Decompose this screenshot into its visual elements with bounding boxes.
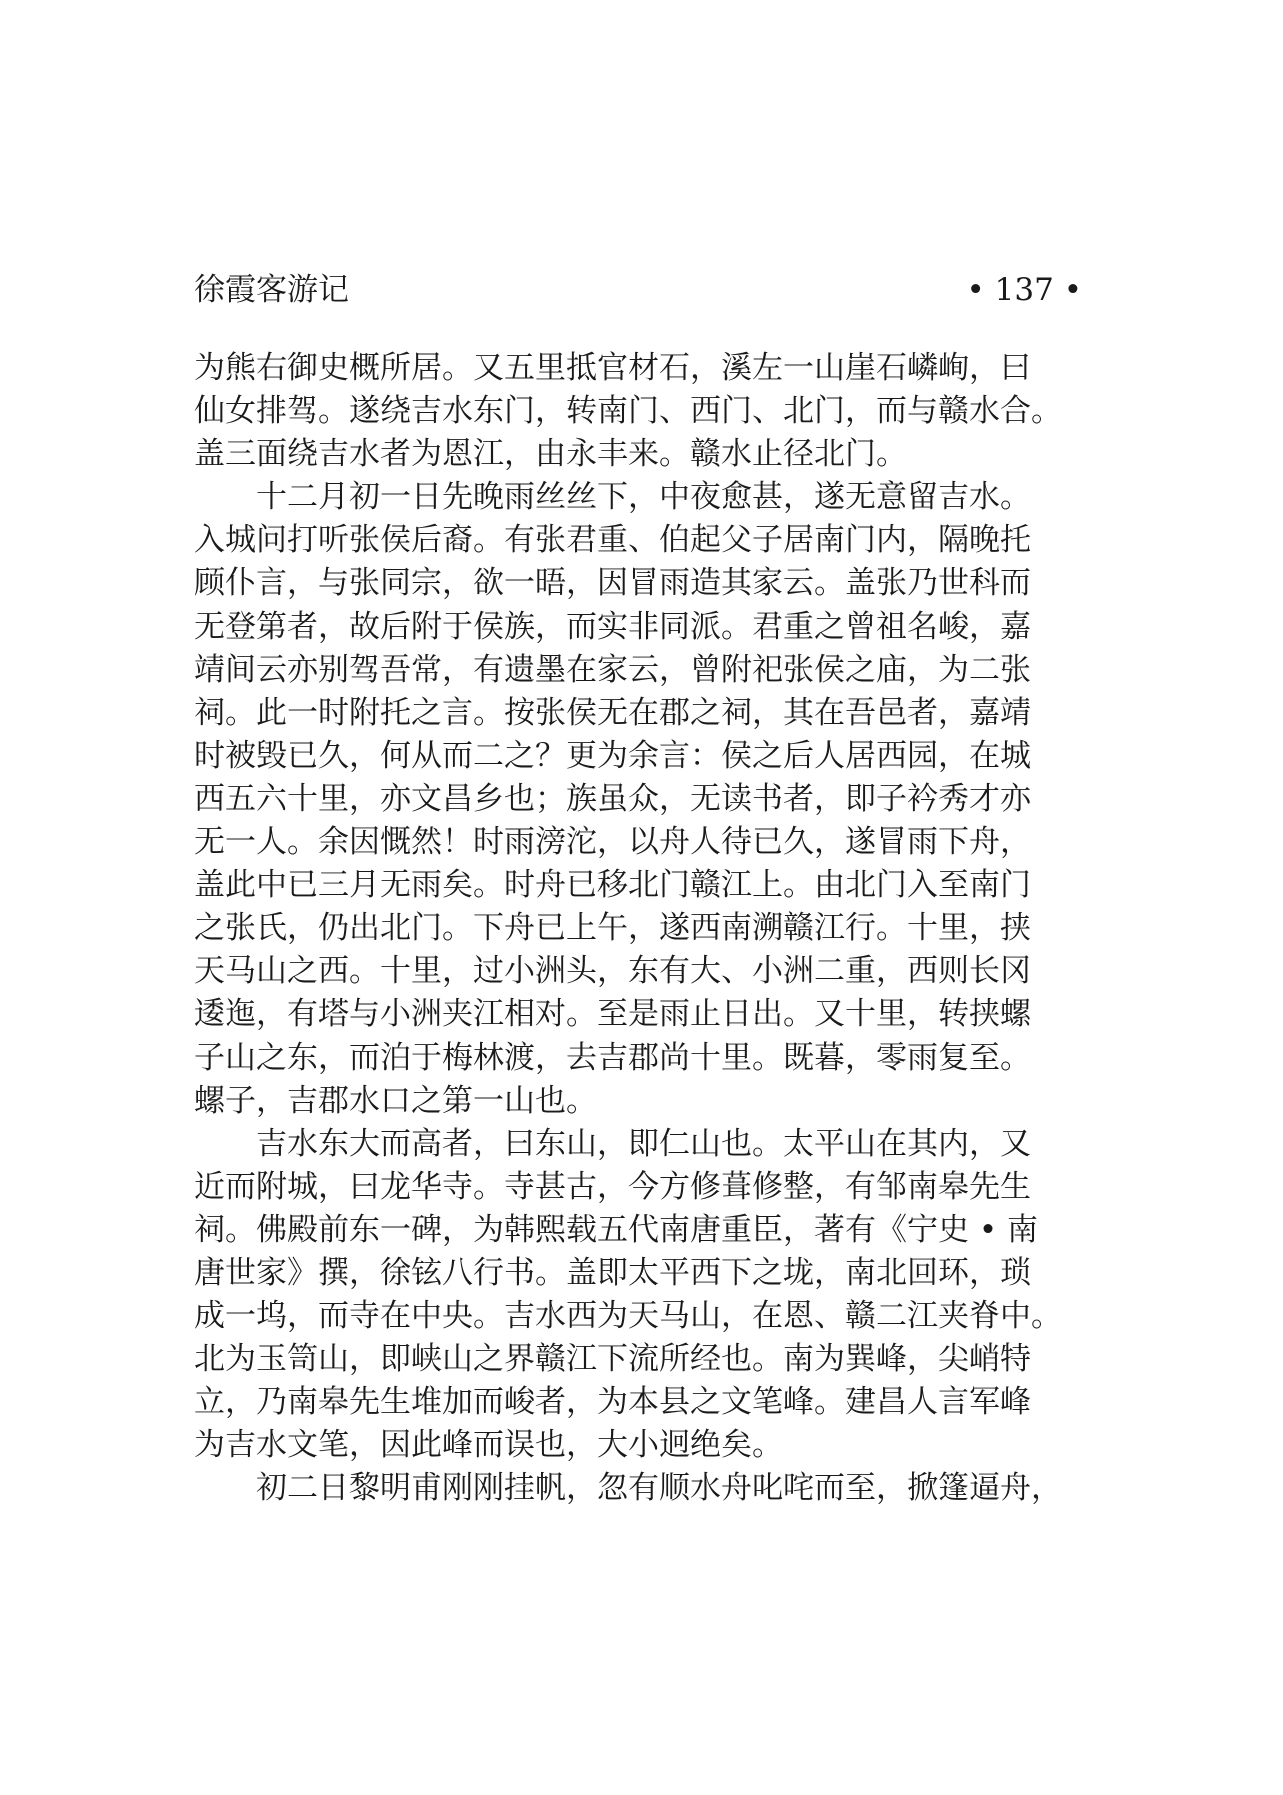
running-head (194, 268, 1082, 312)
text-line: 十二月初一日先晚雨丝丝下，中夜愈甚，遂无意留吉水。 (194, 479, 1031, 516)
text-line: 无一人。余因慨然！时雨滂沱，以舟人待已久，遂冒雨下舟， (194, 824, 1031, 861)
text-line: 西五六十里，亦文昌乡也；族虽众，无读书者，即子衿秀才亦 (194, 780, 1031, 817)
text-line: 初二日黎明甫刚刚挂帆，忽有顺水舟叱咤而至，掀篷逼舟， (194, 1470, 1062, 1507)
book-title: 徐霞客游记 (194, 272, 349, 308)
text-line: 天马山之西。十里，过小洲头，东有大、小洲二重，西则长冈 (194, 953, 1031, 990)
text-line: 成一坞，而寺在中央。吉水西为天马山，在恩、赣二江夹脊中。 (194, 1298, 1062, 1335)
text-line: 立，乃南皋先生堆加而峻者，为本县之文笔峰。建昌人言军峰 (194, 1384, 1031, 1421)
text-line: 吉水东大而高者，曰东山，即仁山也。太平山在其内，又 (194, 1125, 1031, 1162)
text-line: 盖三面绕吉水者为恩江，由永丰来。赣水止径北门。 (194, 436, 907, 473)
text-line: 螺子，吉郡水口之第一山也。 (194, 1082, 597, 1119)
body-text (194, 347, 1094, 1511)
text-line: 近而附城，曰龙华寺。寺甚古，今方修葺修整，有邹南皋先生 (194, 1168, 1031, 1205)
text-line: 仙女排驾。遂绕吉水东门，转南门、西门、北门，而与赣水合。 (194, 393, 1062, 430)
text-line: 唐世家》撰，徐铉八行书。盖即太平西下之垅，南北回环，琐 (194, 1254, 1031, 1291)
text-line: 逶迤，有塔与小洲夹江相对。至是雨止日出。又十里，转挟螺 (194, 996, 1031, 1033)
page-number: • 137 • (966, 272, 1082, 308)
text-line: 盖此中已三月无雨矣。时舟已移北门赣江上。由北门入至南门 (194, 867, 1031, 904)
text-line: 北为玉笥山，即峡山之界赣江下流所经也。南为巽峰，尖峭特 (194, 1341, 1031, 1378)
text-line: 入城问打听张侯后裔。有张君重、伯起父子居南门内，隔晚托 (194, 522, 1031, 559)
text-line: 无登第者，故后附于侯族，而实非同派。君重之曾祖名峻，嘉 (194, 608, 1031, 645)
text-line: 顾仆言，与张同宗，欲一晤，因冒雨造其家云。盖张乃世科而 (194, 565, 1031, 602)
text-line: 时被毁已久，何从而二之？更为余言：侯之后人居西园，在城 (194, 737, 1031, 774)
text-line: 之张氏，仍出北门。下舟已上午，遂西南溯赣江行。十里，挟 (194, 910, 1031, 947)
text-line: 祠。此一时附托之言。按张侯无在郡之祠，其在吾邑者，嘉靖 (194, 694, 1031, 731)
text-line: 为吉水文笔，因此峰而误也，大小迥绝矣。 (194, 1427, 783, 1464)
text-line: 为熊右御史概所居。又五里抵官材石，溪左一山崖石嶙峋，曰 (194, 350, 1031, 386)
text-line: 祠。佛殿前东一碑，为韩熙载五代南唐重臣，著有《宁史 • 南 (194, 1211, 1038, 1248)
text-line: 靖间云亦别驾吾常，有遗墨在家云，曾附祀张侯之庙，为二张 (194, 651, 1031, 688)
text-line: 子山之东，而泊于梅林渡，去吉郡尚十里。既暮，零雨复至。 (194, 1039, 1031, 1076)
